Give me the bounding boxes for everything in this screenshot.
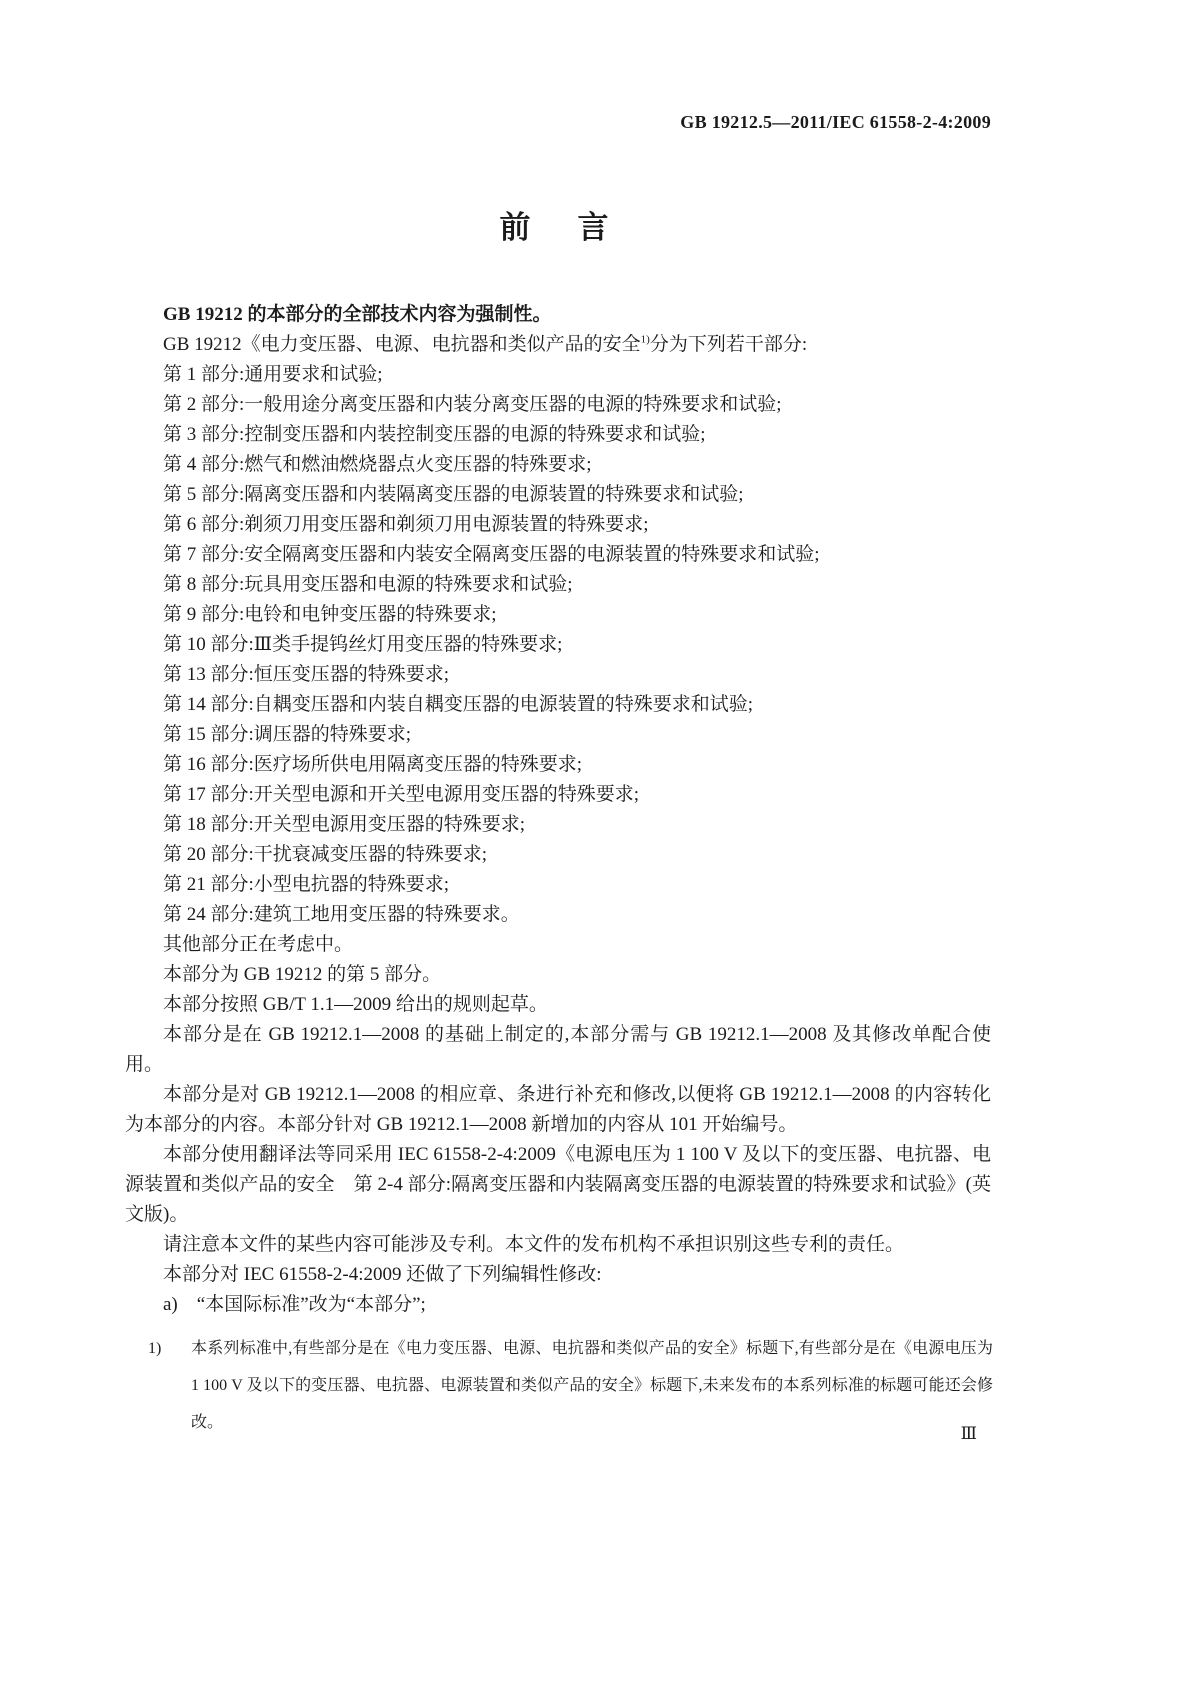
part-list-item: 第 20 部分:干扰衰减变压器的特殊要求; [163,844,488,865]
part-list-item: 第 24 部分:建筑工地用变压器的特殊要求。 [163,904,520,925]
part-list-item: 第 8 部分:玩具用变压器和电源的特殊要求和试验; [163,574,573,595]
part-list-item: 第 5 部分:隔离变压器和内装隔离变压器的电源装置的特殊要求和试验; [163,484,744,505]
series-intro [125,330,991,360]
foreword-paragraph: 请注意本文件的某些内容可能涉及专利。本文件的发布机构不承担识别这些专利的责任。 [163,1234,905,1255]
parts-list [125,360,991,930]
series-intro-text: GB 19212《电力变压器、电源、电抗器和类似产品的安全 [163,334,641,355]
editorial-change-label: a) [163,1294,178,1315]
foreword-paragraph: 本部分按照 GB/T 1.1—2009 给出的规则起草。 [163,994,548,1015]
foreword-paragraph: 本部分是在 GB 19212.1—2008 的基础上制定的,本部分需与 GB 19212.1—2008 及其修改单配合使用。 [125,1024,991,1075]
series-intro-text-after: 分为下列若干部分: [649,334,808,355]
part-list-item: 第 2 部分:一般用途分离变压器和内装分离变压器的电源的特殊要求和试验; [163,394,782,415]
page-title: 前 言 [499,210,617,245]
mandatory-note: GB 19212 的本部分的全部技术内容为强制性。 [163,304,552,325]
part-list-item: 第 6 部分:剃须刀用变压器和剃须刀用电源装置的特殊要求; [163,514,649,535]
part-list-item: 第 13 部分:恒压变压器的特殊要求; [163,664,450,685]
foreword-paragraph: 本部分是对 GB 19212.1—2008 的相应章、条进行补充和修改,以便将 GB 19212.1—2008 的内容转化为本部分的内容。本部分针对 GB 19212.1—2008 新增加的内容从 101 开始编号。 [125,1084,991,1135]
part-list-item: 第 15 部分:调压器的特殊要求; [163,724,412,745]
part-list-item: 第 18 部分:开关型电源用变压器的特殊要求; [163,814,526,835]
standard-number-header: GB 19212.5—2011/IEC 61558-2-4:2009 [680,112,991,132]
part-list-item: 第 17 部分:开关型电源和开关型电源用变压器的特殊要求; [163,784,640,805]
foreword-paragraph: 本部分对 IEC 61558-2-4:2009 还做了下列编辑性修改: [163,1264,602,1285]
editorial-change-text: “本国际标准”改为“本部分”; [196,1294,426,1315]
part-list-item: 第 16 部分:医疗场所供电用隔离变压器的特殊要求; [163,754,583,775]
foreword-paragraph: 其他部分正在考虑中。 [163,934,354,955]
part-list-item: 第 10 部分:Ⅲ类手提钨丝灯用变压器的特殊要求; [163,634,563,655]
part-list-item: 第 21 部分:小型电抗器的特殊要求; [163,874,450,895]
footnote-text: 本系列标准中,有些部分是在《电力变压器、电源、电抗器和类似产品的安全》标题下,有些部分是在《电源电压为 1 100 V 及以下的变压器、电抗器、电源装置和类似产品的安全》标题下,未来发布的本系列标准的标题可能还会修改。 [191,1340,993,1431]
footnote-number: 1) [148,1340,162,1357]
part-list-item: 第 4 部分:燃气和燃油燃烧器点火变压器的特殊要求; [163,454,592,475]
part-list-item: 第 14 部分:自耦变压器和内装自耦变压器的电源装置的特殊要求和试验; [163,694,754,715]
foreword-paragraphs [125,930,991,1290]
part-list-item: 第 3 部分:控制变压器和内装控制变压器的电源的特殊要求和试验; [163,424,706,445]
page-number: Ⅲ [960,1424,977,1443]
foreword-body [125,300,991,1320]
part-list-item: 第 1 部分:通用要求和试验; [163,364,383,385]
foreword-paragraph: 本部分使用翻译法等同采用 IEC 61558-2-4:2009《电源电压为 1 100 V 及以下的变压器、电抗器、电源装置和类似产品的安全 第 2-4 部分:隔离变压器和内装隔离变压器的电源装置的特殊要求和试验》(英文版)。 [125,1144,991,1225]
footnote-reference: 1) [640,333,650,346]
foreword-paragraph: 本部分为 GB 19212 的第 5 部分。 [163,964,442,985]
editorial-change-item-a [125,1290,991,1320]
part-list-item: 第 9 部分:电铃和电钟变压器的特殊要求; [163,604,497,625]
part-list-item: 第 7 部分:安全隔离变压器和内装安全隔离变压器的电源装置的特殊要求和试验; [163,544,820,565]
